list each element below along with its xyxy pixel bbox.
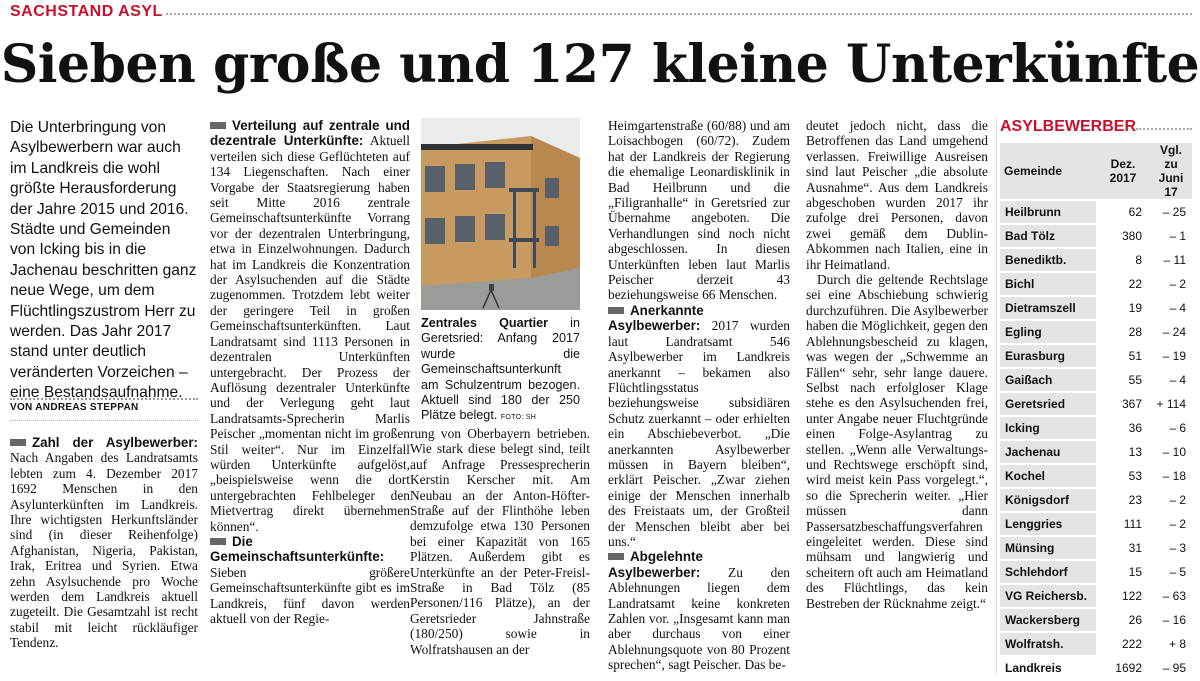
table-row <box>1000 440 1192 464</box>
change-value-cell: – 19 <box>1150 344 1192 368</box>
article-column-2 <box>210 118 410 626</box>
subhead-abgelehnte: Abgelehnte Asylbewerber: <box>608 549 703 580</box>
gemeinde-cell: Schlehdorf <box>1000 560 1096 584</box>
header-dez-2017: Dez. 2017 <box>1096 143 1150 200</box>
body-text: Sieben größere Gemeinschaftsunterkünfte gibt es im Landkreis, fünf davon werden aktuell von der Regie- <box>210 564 410 626</box>
gemeinde-cell: Jachenau <box>1000 440 1096 464</box>
gemeinde-cell: Benediktb. <box>1000 248 1096 272</box>
dez-value-cell: 22 <box>1096 272 1150 296</box>
change-value-cell: – 16 <box>1150 608 1192 632</box>
gemeinde-cell: Lenggries <box>1000 512 1096 536</box>
gemeinde-cell: Icking <box>1000 416 1096 440</box>
byline: VON ANDREAS STEPPAN <box>10 402 139 413</box>
header-vgl-juni: Vgl. zu Juni 17 <box>1150 143 1192 200</box>
dez-value-cell: 13 <box>1096 440 1150 464</box>
sidebar-title: ASYLBEWERBER <box>1000 118 1137 135</box>
dez-value-cell: 23 <box>1096 488 1150 512</box>
section-marker <box>608 307 624 314</box>
change-value-cell: + 114 <box>1150 392 1192 416</box>
gemeinde-cell: Bichl <box>1000 272 1096 296</box>
dez-value-cell: 222 <box>1096 632 1150 656</box>
gemeinde-cell: Münsing <box>1000 536 1096 560</box>
body-text: Zu den Ablehnungen liegen dem Landratsamt keine konkreten Zahlen vor. „Insgesamt kann man aber durchaus von einer Ablehnungsquote von 80 Prozent sprechen“, sagt Peischer. Das be- <box>608 564 790 673</box>
change-value-cell: – 18 <box>1150 464 1192 488</box>
change-value-cell: – 10 <box>1150 440 1192 464</box>
change-value-cell: – 4 <box>1150 296 1192 320</box>
byline-divider-bottom <box>10 420 198 421</box>
dez-value-cell: 28 <box>1096 320 1150 344</box>
caption-title: Zentrales Quartier <box>421 316 549 330</box>
section-marker <box>10 439 26 446</box>
change-value-cell: – 95 <box>1150 656 1192 680</box>
article-lead: Die Unterbringung von Asylbewerbern war auch im Landkreis die wohl größte Herausforderung der Jahre 2015 und 2016. Städte und Gemeinden von Icking bis in die Jachenau beschritten ganz neue Wege, um dem Flüchtlingszustrom Herr zu werden. Das Jahr 2017 stand unter deutlich veränderten Vorzeichen – eine Bestandsaufnahme. <box>10 119 197 402</box>
change-value-cell: – 6 <box>1150 416 1192 440</box>
table-row <box>1000 464 1192 488</box>
article-column-1 <box>10 435 198 651</box>
body-text: Nach Angaben des Landratsamts lebten zum 4. Dezember 2017 1692 Menschen in den Asylunterkünften im Landkreis. Ihre wichtigsten Herkunftsländer sind (in dieser Reihenfolge) Afghanistan, Nigeria, Pakistan, Irak, Eritrea und Syrien. Etwa zehn Asylsuchende pro Woche werden dem Landkreis aktuell zugeteilt. Die Gesamtzahl ist recht stabil mit leicht rückläufiger Tendenz. <box>10 450 198 651</box>
change-value-cell: – 5 <box>1150 560 1192 584</box>
table-total-row <box>1000 656 1192 680</box>
photo-caption <box>421 316 580 426</box>
caption-text: in Geretsried: Anfang 2017 wurde die Gemeinschaftsunterkunft am Schulzentrum bezogen. Aktuell sind 180 der 250 Plätze belegt. <box>421 316 580 423</box>
change-value-cell: – 24 <box>1150 320 1192 344</box>
body-text: Aktuell verteilen sich diese Geflüchteten auf 134 Liegenschaften. Nach einer Vorgabe der Staatsregierung haben seit Mitte 2016 zentrale Gemeinschaftsunterkünfte Vorrang vor der dezentralen Unterbringung, etwa in Einzelwohnungen. Dadurch hat im Landkreis die Konzentration der Asylsuchenden auf die Städte zugenommen. Trotzdem lebt weiter der geringere Teil in großen Gemeinschaftsunterkünften. Laut Landratsamt sind 1113 Personen in dezentralen Unterkünften untergebracht. Der Prozess der Auflösung dezentraler Unterkünfte und der Verlegung geht laut Landratsamts-Sprecherin Marlis Peischer „momentan nicht im großen Stil weiter“. Nur im Einzelfall würden Unterkünfte aufgelöst, „beispielsweise wenn die dort untergebrachten Fehlbeleger den Mietvertrag direkt übernehmen können“. <box>210 133 410 534</box>
change-value-cell: – 3 <box>1150 536 1192 560</box>
table-row <box>1000 320 1192 344</box>
table-row <box>1000 608 1192 632</box>
dez-value-cell: 8 <box>1096 248 1150 272</box>
dez-value-cell: 36 <box>1096 416 1150 440</box>
gemeinde-cell: Königsdorf <box>1000 488 1096 512</box>
dez-value-cell: 15 <box>1096 560 1150 584</box>
byline-divider-top <box>10 398 198 400</box>
table-body <box>1000 200 1192 680</box>
body-text: Durch die geltende Rechtslage sei eine Abschiebung schwierig durchzuführen. Die Asylbewerber haben die Möglichkeit, gegen den Ablehnungsbescheid zu klagen, was wegen der „Schwemme an Fällen“ sehr, sehr lange dauere. Selbst nach erfolgloser Klage stehe es den Asylsuchenden frei, unter Angabe neuer Fluchtgründe einen Folge-Asylantrag zu stellen. „Wenn alle Verwaltungs- und Rechtswege erschöpft sind, wird meist kein Pass vorgelegt.“, so die Sprecherin weiter. „Hier müssen dann Passersatzbeschaffungsverfahren eingeleitet werden. Diese sind mühsam und langwierig und scheitern oft auch am Heimatland des Flüchtlings, das kein Bestreben der Rücknahme zeigt.“ <box>806 272 988 611</box>
dez-value-cell: 62 <box>1096 200 1150 224</box>
gemeinde-cell: VG Reichersb. <box>1000 584 1096 608</box>
subhead-anerkannte: Anerkannte Asylbewerber: <box>608 302 704 334</box>
table-row <box>1000 272 1192 296</box>
article-column-5 <box>806 118 988 611</box>
photo-accommodation <box>421 118 580 310</box>
gemeinde-cell: Wackersberg <box>1000 608 1096 632</box>
table-row <box>1000 296 1192 320</box>
dez-value-cell: 380 <box>1096 224 1150 248</box>
table-row <box>1000 512 1192 536</box>
dez-value-cell: 1692 <box>1096 656 1150 680</box>
gemeinde-cell: Landkreis <box>1000 656 1096 680</box>
subhead-zahl: Zahl der Asylbewerber: <box>32 435 198 450</box>
gemeinde-cell: Wolfratsh. <box>1000 632 1096 656</box>
article-column-3 <box>410 426 590 657</box>
dez-value-cell: 111 <box>1096 512 1150 536</box>
table-row <box>1000 536 1192 560</box>
article-column-4 <box>608 118 790 673</box>
table-row <box>1000 584 1192 608</box>
section-marker <box>210 122 226 129</box>
dez-value-cell: 26 <box>1096 608 1150 632</box>
gemeinde-cell: Bad Tölz <box>1000 224 1096 248</box>
table-row <box>1000 632 1192 656</box>
table-row <box>1000 488 1192 512</box>
body-text: deutet jedoch nicht, dass die Betroffenen das Land umgehend verlassen. Freiwillige Ausreisen sind laut Peischer „die absolute Ausnahme“. Aus dem Landkreis abgeschoben wurden 2017 ihr zufolge drei Personen, davon zwei gemäß dem Dublin-Abkommen nach Italien, eine in ihr Heimatland. <box>806 118 988 272</box>
kicker-divider <box>166 13 1192 15</box>
dez-value-cell: 122 <box>1096 584 1150 608</box>
table-row <box>1000 224 1192 248</box>
body-text: Heimgartenstraße (60/88) und am Loisachbogen (60/72). Zudem hat der Landkreis der Regierung die ehemalige Leonardisklinik in Bad Heilbrunn und die „Filigranhalle“ in Geretsried zur Übernahme angeboten. Die Verhandlungen sind noch nicht abgeschlossen. In diesen Unterkünften leben laut Marlis Peischer derzeit 43 beziehungsweise 66 Menschen. <box>608 118 790 303</box>
table-row <box>1000 248 1192 272</box>
section-kicker: SACHSTAND ASYL <box>10 3 163 20</box>
article-headline: Sieben große und 127 kleine Unterkünfte <box>0 34 1200 95</box>
photo-credit: FOTO: SH <box>500 414 537 422</box>
change-value-cell: – 11 <box>1150 248 1192 272</box>
subhead-verteilung: Verteilung auf zentrale und dezentrale Unterkünfte: <box>210 118 410 149</box>
gemeinde-cell: Eurasburg <box>1000 344 1096 368</box>
dez-value-cell: 367 <box>1096 392 1150 416</box>
table-row <box>1000 560 1192 584</box>
gemeinde-cell: Kochel <box>1000 464 1096 488</box>
body-text: rung von Oberbayern betrieben. Wie stark diese belegt sind, teilt auf Anfrage Pressesprecherin Kerstin Kerscher mit. Am Neubau an der Anton-Höfter-Straße auf der Flinthöhe leben demzufolge etwa 130 Personen bei einer Kapazität von 165 Plätzen. Außerdem gibt es Unterkünfte an der Peter-Freisl-Straße in Bad Tölz (85 Personen/116 Plätze), an der Geretsrieder Jahnstraße (180/250) sowie in Wolfratshausen an der <box>410 426 590 657</box>
gemeinde-cell: Geretsried <box>1000 392 1096 416</box>
change-value-cell: – 2 <box>1150 272 1192 296</box>
gemeinde-cell: Dietramszell <box>1000 296 1096 320</box>
section-marker <box>608 553 624 560</box>
gemeinde-cell: Egling <box>1000 320 1096 344</box>
change-value-cell: – 63 <box>1150 584 1192 608</box>
section-marker <box>210 538 226 545</box>
dez-value-cell: 31 <box>1096 536 1150 560</box>
header-gemeinde: Gemeinde <box>1000 143 1096 200</box>
body-text: 2017 wurden laut Landratsamt 546 Asylbewerber im Landkreis anerkannt – bekamen also Flüchtlingsstatus beziehungsweise subsidiären Schutz zuerkannt – oder erhielten ein Abschiebeverbot. „Die anerkannten Asylbewerber müssen in Bayern bleiben“, erklärt Peischer. „Zwar ziehen einige der Menschen innerhalb des Freistaats um, der Großteil der Menschen bleibt aber bei uns.“ <box>608 318 790 549</box>
sidebar-title-divider <box>1136 128 1192 130</box>
change-value-cell: – 2 <box>1150 488 1192 512</box>
table-row <box>1000 392 1192 416</box>
subhead-gemeinschaftsunterkuenfte: Die Gemeinschaftsunterkünfte: <box>210 533 385 565</box>
table-row <box>1000 416 1192 440</box>
gemeinde-cell: Heilbrunn <box>1000 200 1096 224</box>
dez-value-cell: 51 <box>1096 344 1150 368</box>
sidebar-divider <box>996 118 997 674</box>
table-header-row <box>1000 143 1192 200</box>
change-value-cell: – 2 <box>1150 512 1192 536</box>
table-row <box>1000 368 1192 392</box>
asylum-seekers-table <box>1000 143 1192 681</box>
table-row <box>1000 200 1192 224</box>
table-row <box>1000 344 1192 368</box>
change-value-cell: – 25 <box>1150 200 1192 224</box>
dez-value-cell: 19 <box>1096 296 1150 320</box>
change-value-cell: – 1 <box>1150 224 1192 248</box>
dez-value-cell: 53 <box>1096 464 1150 488</box>
building-illustration <box>421 118 580 310</box>
gemeinde-cell: Gaißach <box>1000 368 1096 392</box>
change-value-cell: + 8 <box>1150 632 1192 656</box>
change-value-cell: – 4 <box>1150 368 1192 392</box>
dez-value-cell: 55 <box>1096 368 1150 392</box>
